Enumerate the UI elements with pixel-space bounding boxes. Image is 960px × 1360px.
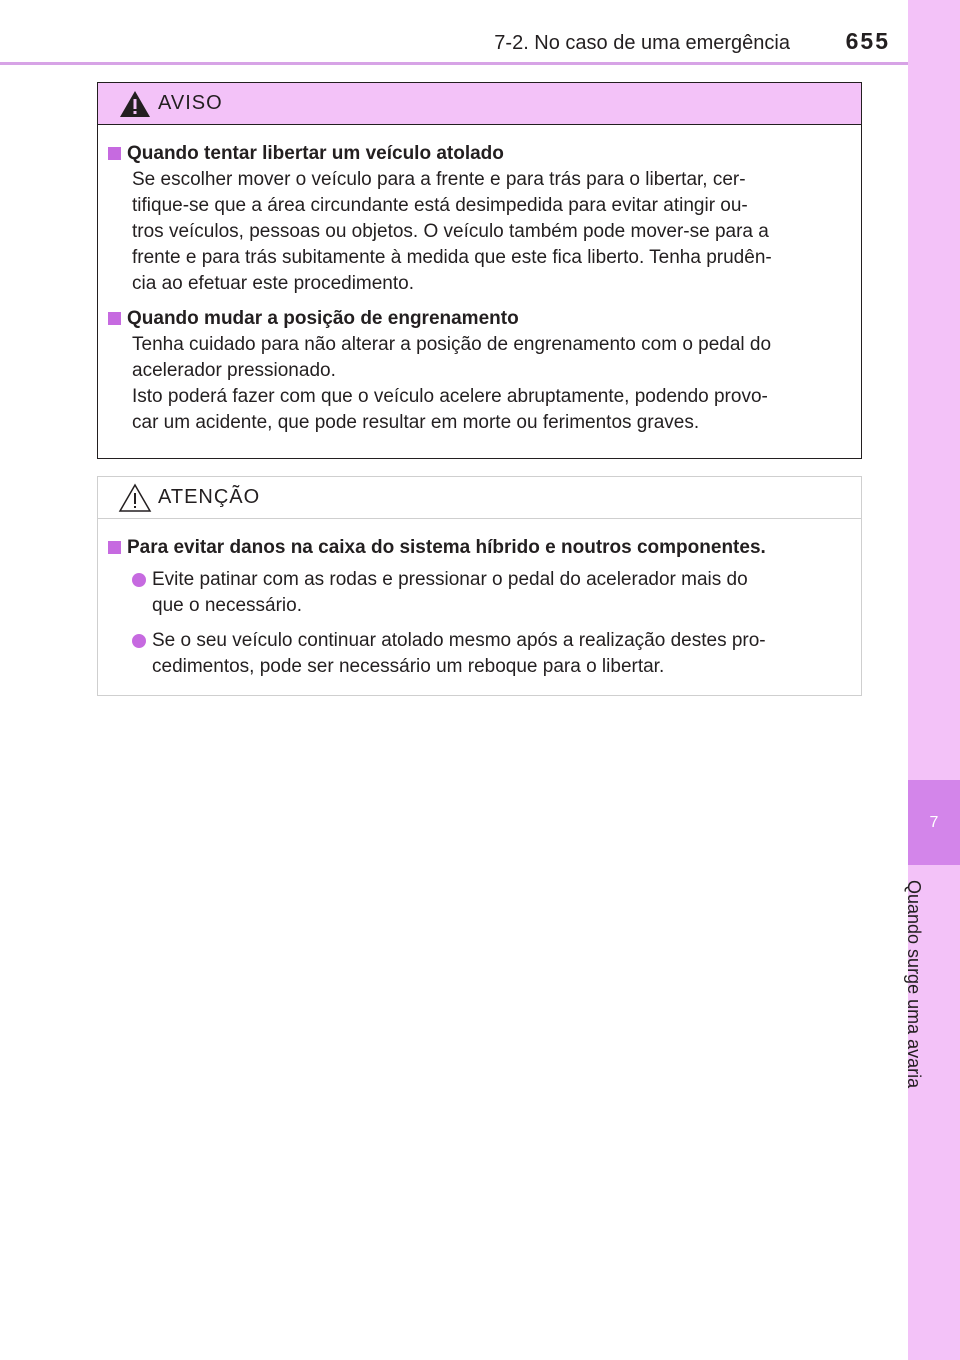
- warning-box: [97, 82, 862, 459]
- text-line: tros veículos, pessoas ou objetos. O veículo também pode mover-se para a: [132, 221, 769, 242]
- warning-item-heading: [106, 141, 845, 167]
- text-line: acelerador pressionado.: [132, 360, 336, 381]
- warning-item-heading: [106, 306, 845, 332]
- chapter-tab: [908, 780, 960, 865]
- text-line: frente e para trás subitamente à medida que este fica liberto. Tenha prudên-: [132, 247, 772, 268]
- chapter-number: 7: [929, 813, 939, 831]
- chapter-title: Quando surge uma avaria: [904, 880, 924, 1089]
- round-bullet-icon: [132, 634, 146, 648]
- side-tab: [908, 0, 960, 1360]
- warning-label: AVISO: [158, 92, 223, 114]
- text-line: que o necessário.: [152, 595, 302, 616]
- caution-content: [98, 519, 861, 680]
- text-line: Tenha cuidado para não alterar a posição de engrenamento com o pedal do: [132, 334, 772, 355]
- text-line: cedimentos, pode ser necessário um reboque para o libertar.: [152, 656, 665, 677]
- square-bullet-icon: [108, 312, 121, 325]
- caution-heading: [106, 535, 845, 561]
- caution-heading-text: Para evitar danos na caixa do sistema híbrido e noutros componentes.: [127, 537, 766, 558]
- round-bullet-icon: [132, 573, 146, 587]
- text-line: Se o seu veículo continuar atolado mesmo após a realização destes pro-: [152, 630, 766, 651]
- text-line: car um acidente, que pode resultar em morte ou ferimentos graves.: [132, 412, 700, 433]
- text-line: Evite patinar com as rodas e pressionar o pedal do acelerador mais do: [152, 569, 748, 590]
- warning-content: [98, 125, 861, 436]
- text-line: Se escolher mover o veículo para a frente e para trás para o libertar, cer-: [132, 169, 746, 190]
- list-item: [132, 567, 845, 619]
- warning-header: [98, 83, 861, 125]
- warning-item-1-heading: Quando tentar libertar um veículo atolado: [127, 143, 504, 164]
- text-line: Isto poderá fazer com que o veículo acelere abruptamente, podendo provo-: [132, 386, 768, 407]
- caution-box: [97, 476, 862, 696]
- section-title: 7-2. No caso de uma emergência: [494, 32, 790, 54]
- caution-label: ATENÇÃO: [158, 486, 261, 508]
- square-bullet-icon: [108, 541, 121, 554]
- text-line: cia ao efetuar este procedimento.: [132, 273, 415, 294]
- text-line: tifique-se que a área circundante está desimpedida para evitar atingir ou-: [132, 195, 748, 216]
- square-bullet-icon: [108, 147, 121, 160]
- warning-item-1-text: [132, 167, 845, 297]
- warning-item-2-text: [132, 332, 845, 436]
- page-number: 655: [845, 28, 890, 54]
- caution-triangle-icon: [118, 483, 152, 513]
- caution-header: [98, 477, 861, 519]
- list-item: [132, 628, 845, 680]
- header-divider: [0, 62, 908, 65]
- warning-item-2-heading: Quando mudar a posição de engrenamento: [127, 308, 519, 329]
- warning-triangle-icon: [118, 89, 152, 119]
